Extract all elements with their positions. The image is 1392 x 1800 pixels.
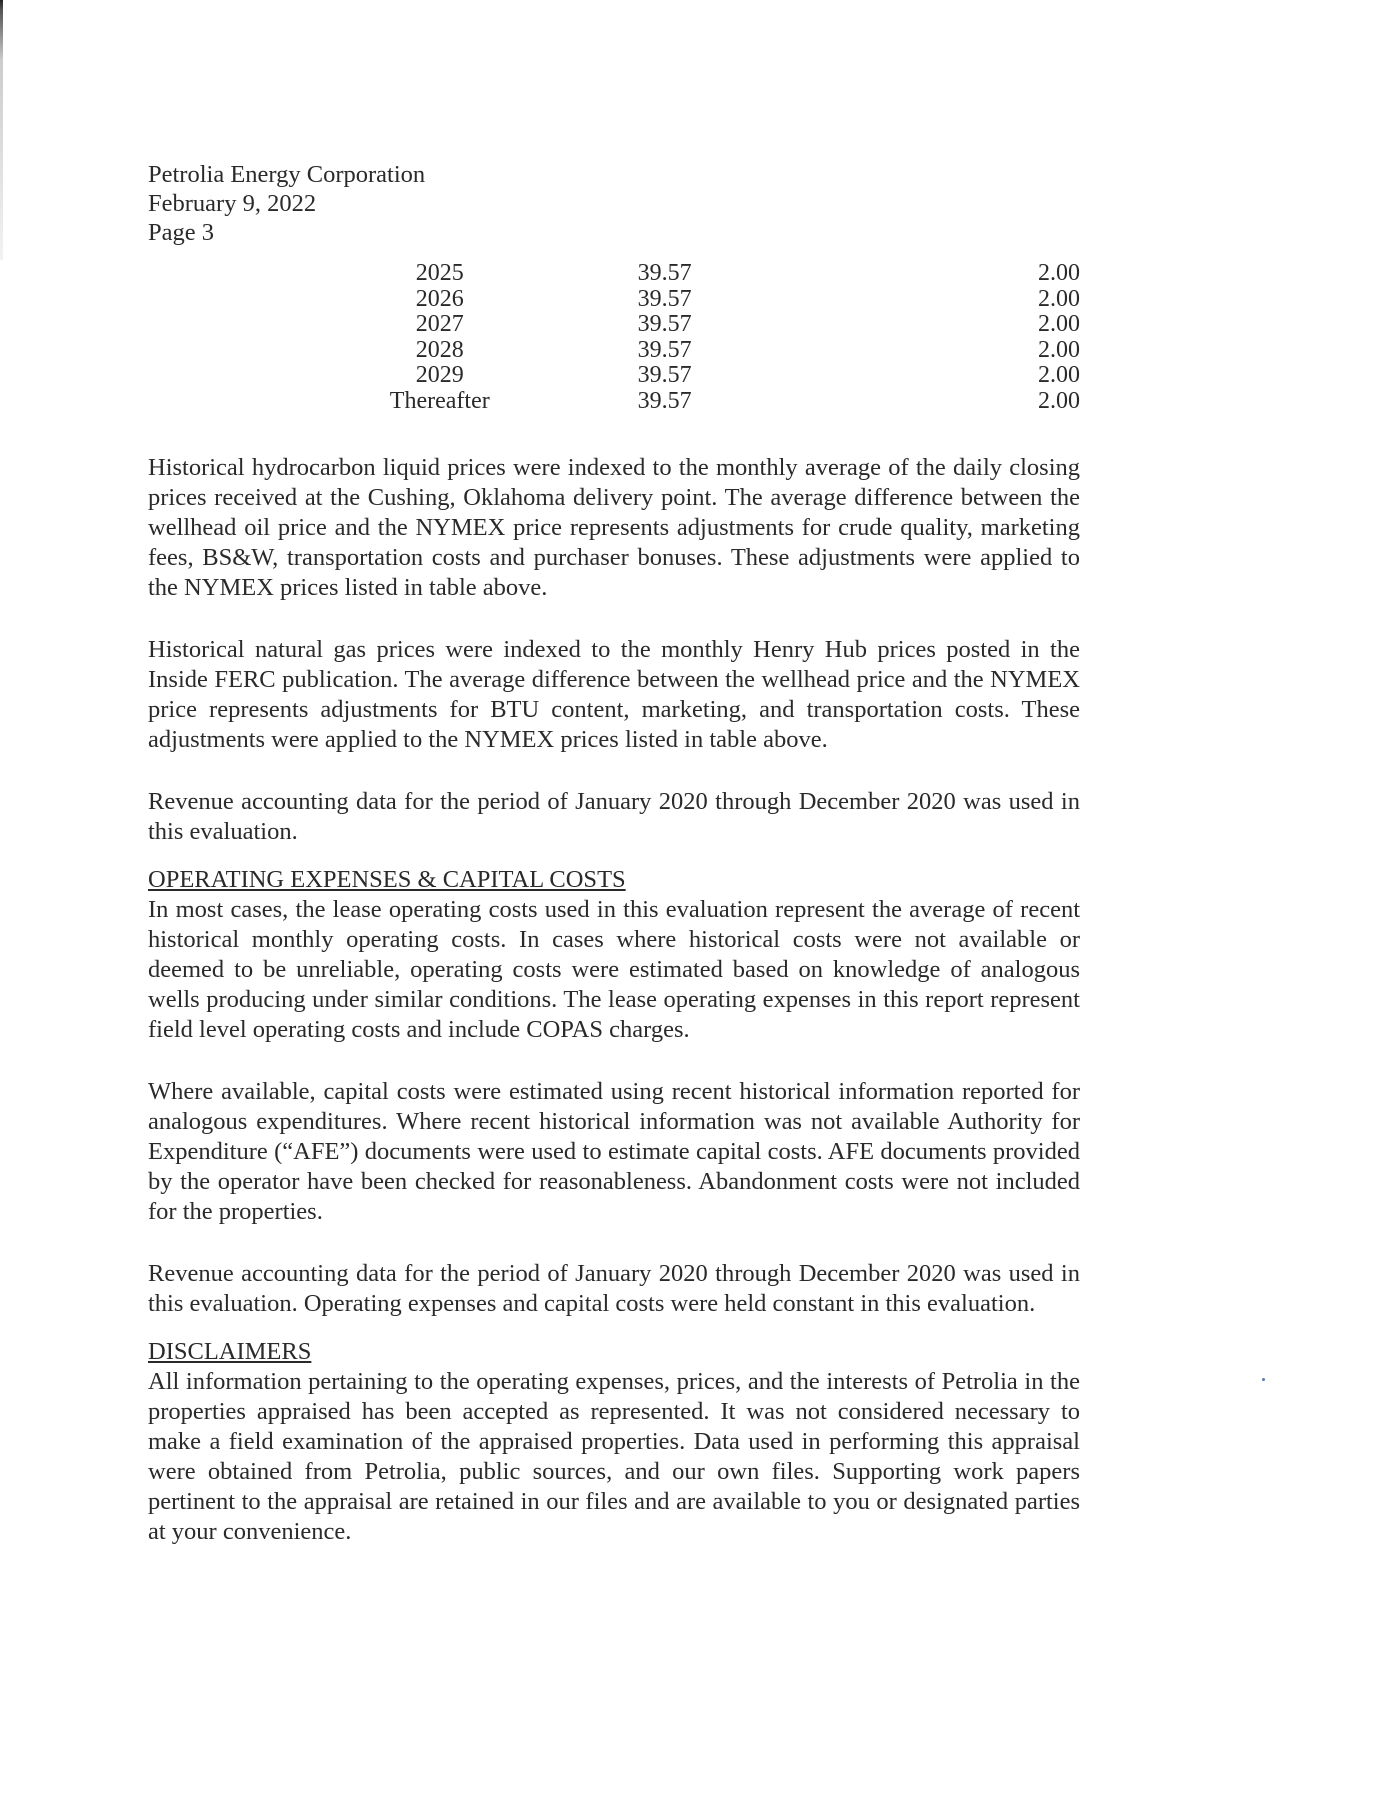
gas-price-cell: 2.00 — [1038, 387, 1080, 414]
liquid-prices-paragraph: Historical hydrocarbon liquid prices were indexed to the monthly average of the daily closing prices received at the Cushing, Oklahoma delivery point. The average difference between the wellhead oil price and the NYMEX price represents adjustments for crude quality, marketing fees, BS&W, transportation costs and purchaser bonuses. These adjustments were applied to the NYMEX prices listed in table above. — [148, 454, 1080, 601]
letter-header — [148, 160, 1080, 247]
gas-prices-paragraph: Historical natural gas prices were indexed to the monthly Henry Hub prices posted in the Inside FERC publication. The average difference between the wellhead price and the NYMEX price represents adjustments for BTU content, marketing, and transportation costs. These adjustments were applied to the NYMEX prices listed in table above. — [148, 636, 1080, 753]
year-cell: 2029 — [415, 362, 464, 388]
oil-price-cell: 39.57 — [637, 362, 692, 388]
table-row — [368, 338, 1080, 364]
table-row — [368, 363, 1080, 389]
revenue-data-paragraph: Revenue accounting data for the period of January 2020 through December 2020 was used in this evaluation. — [148, 788, 1080, 845]
operating-costs-paragraph: In most cases, the lease operating costs used in this evaluation represent the average of recent historical monthly operating costs. In cases where historical costs were not available or deemed to be unreliable, operating costs were estimated based on knowledge of analogous wells producing under similar conditions. The lease operating expenses in this report represent field level operating costs and include COPAS charges. — [148, 896, 1080, 1043]
table-row — [368, 389, 1080, 415]
oil-price-cell: 39.57 — [637, 285, 692, 312]
letter-date: February 9, 2022 — [148, 190, 317, 217]
disclaimers-paragraph: All information pertaining to the operating expenses, prices, and the interests of Petrolia in the properties appraised has been accepted as represented. It was not considered necessary to make a field examination of the appraised properties. Data used in performing this appraisal were obtained from Petrolia, public sources, and our own files. Supporting work papers pertinent to the appraisal are retained in our files and are available to you or designated parties at your convenience. — [148, 1368, 1080, 1545]
oil-price-cell: 39.57 — [637, 336, 692, 363]
operating-expenses-heading: OPERATING EXPENSES & CAPITAL COSTS — [148, 866, 626, 893]
oil-price-cell: 39.57 — [637, 387, 692, 414]
scan-edge-artifact — [0, 0, 3, 260]
document-page — [148, 160, 1080, 1547]
gas-price-cell: 2.00 — [1038, 285, 1080, 312]
table-row — [368, 261, 1080, 287]
year-cell: 2026 — [415, 285, 464, 312]
scan-speck — [1262, 1378, 1265, 1381]
company-name: Petrolia Energy Corporation — [148, 161, 426, 188]
oil-price-cell: 39.57 — [637, 260, 692, 286]
disclaimers-heading: DISCLAIMERS — [148, 1338, 312, 1365]
year-cell: Thereafter — [389, 387, 490, 414]
year-cell: 2028 — [415, 336, 464, 363]
revenue-constant-paragraph: Revenue accounting data for the period of January 2020 through December 2020 was used in this evaluation. Operating expenses and capital costs were held constant in this evaluation. — [148, 1260, 1080, 1317]
gas-price-cell: 2.00 — [1038, 260, 1080, 286]
gas-price-cell: 2.00 — [1038, 336, 1080, 363]
capital-costs-paragraph: Where available, capital costs were estimated using recent historical information reported for analogous expenditures. Where recent historical information was not available Authority for Expenditure (“AFE”) documents were used to estimate capital costs. AFE documents provided by the operator have been checked for reasonableness. Abandonment costs were not included for the properties. — [148, 1078, 1080, 1225]
table-row — [368, 287, 1080, 313]
table-row — [368, 312, 1080, 338]
year-cell: 2025 — [415, 260, 464, 286]
price-table — [368, 261, 1080, 414]
oil-price-cell: 39.57 — [637, 311, 692, 337]
year-cell: 2027 — [415, 311, 464, 337]
page-number: Page 3 — [148, 219, 214, 246]
gas-price-cell: 2.00 — [1038, 311, 1080, 337]
gas-price-cell: 2.00 — [1038, 362, 1080, 388]
